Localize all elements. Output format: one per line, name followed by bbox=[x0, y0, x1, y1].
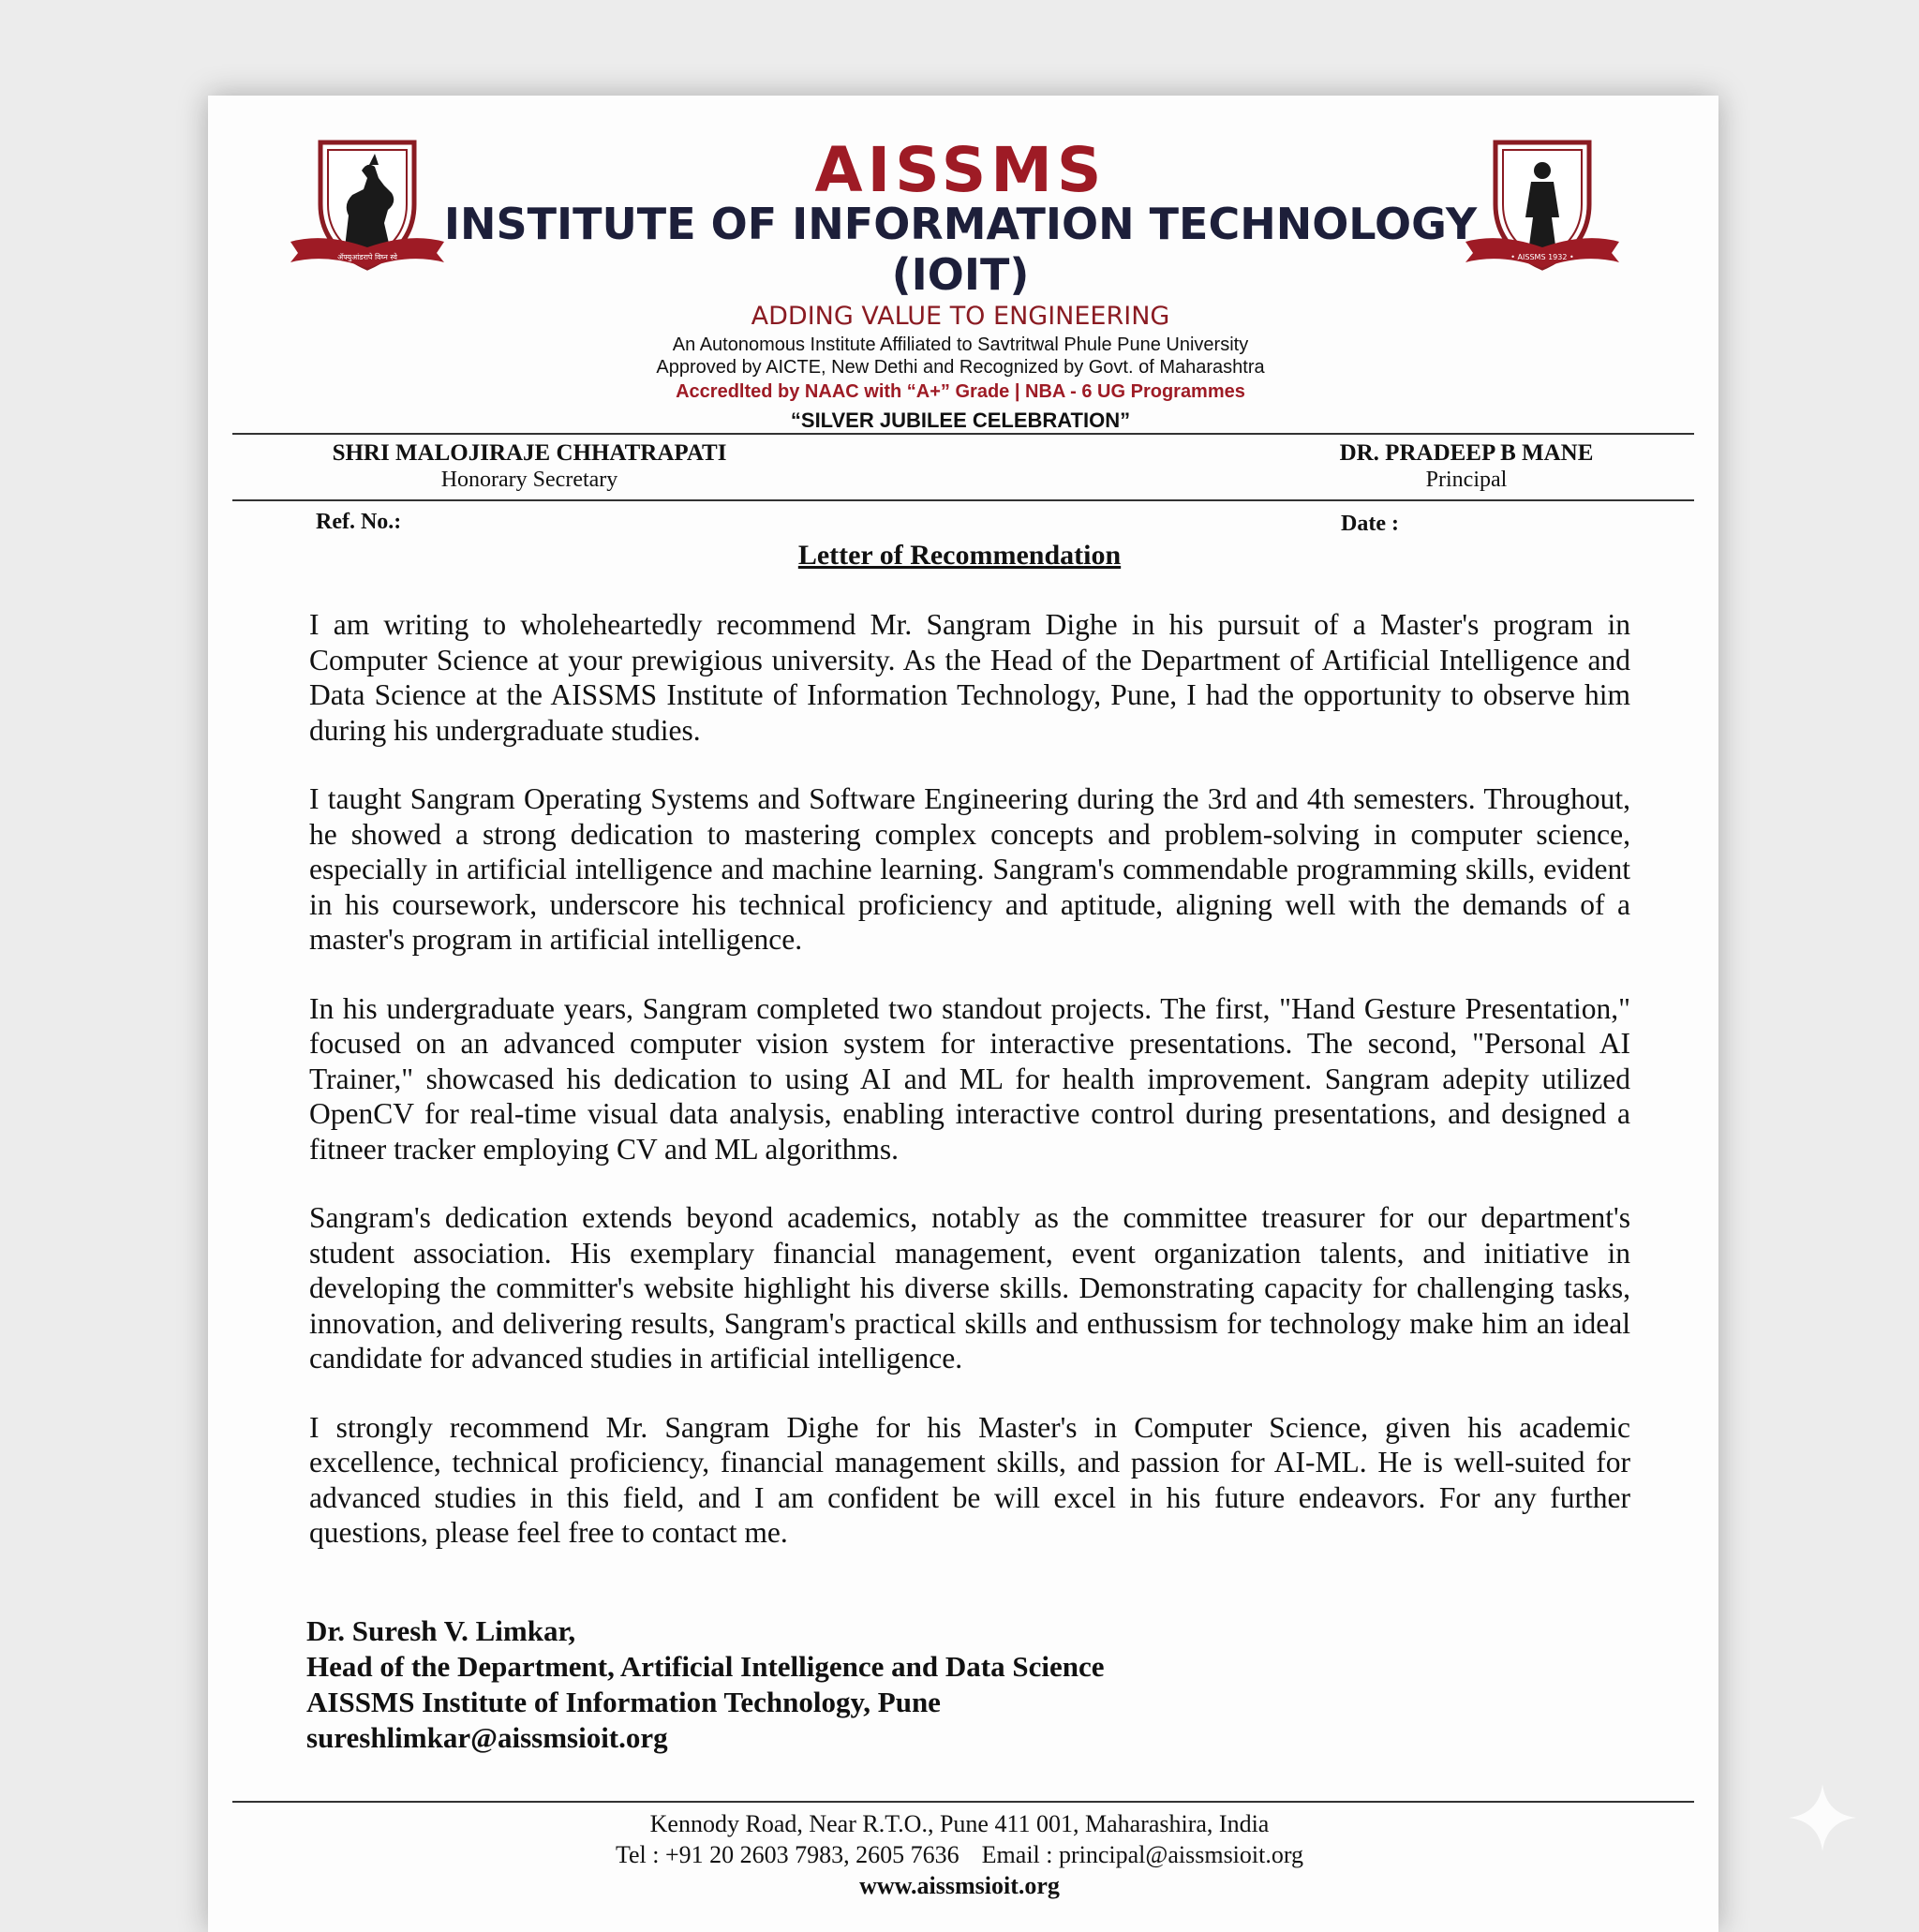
left-emblem-motto: ॲफ्युआंडरापे विघ्न स्वे bbox=[337, 253, 397, 261]
jubilee-line: “SILVER JUBILEE CELEBRATION” bbox=[790, 409, 1131, 432]
letter-title: Letter of Recommendation bbox=[797, 540, 1122, 571]
official-left-role: Honorary Secretary bbox=[440, 468, 618, 492]
paragraph-4: Sangram's dedication extends beyond academics, notably as the committee treasurer for our department's student association. His exemplary financial management, event organization talents, and initiative in developing the committer's website highlight his diverse skills. Demonstrating capacity for challenging tasks, innovation, and delivering results, Sangram's practical skills and enthussism for technology make him an ideal candidate for advanced studies in artificial intelligence. bbox=[309, 1201, 1630, 1375]
paragraph-2: I taught Sangram Operating Systems and Software Engineering during the 3rd and 4th semesters. Throughout, he showed a strong dedication to mastering complex concepts and problem-solving in computer science, especially in artificial intelligence and machine learning. Sangram's commendable programming skills, evident in his coursework, underscore his technical proficiency and aptitude, aligning well with the demands of a master's program in artificial intelligence. bbox=[309, 782, 1630, 956]
approval-line: Approved by AICTE, New Dethi and Recognized by Govt. of Maharashtra bbox=[656, 357, 1265, 378]
affiliation-line: An Autonomous Institute Affiliated to Savtritwal Phule Pune University bbox=[672, 334, 1249, 355]
official-right-role: Principal bbox=[1425, 468, 1508, 492]
official-left bbox=[309, 440, 750, 493]
signatory-email: sureshlimkar@aissmsioit.org bbox=[306, 1721, 668, 1754]
date-label: Date : bbox=[1341, 512, 1399, 536]
sparkle-watermark-icon bbox=[1785, 1780, 1860, 1855]
signature-block bbox=[306, 1613, 1105, 1756]
letterhead-footer bbox=[0, 1808, 1919, 1901]
officials-divider bbox=[232, 499, 1694, 501]
official-left-name: SHRI MALOJIRAJE CHHATRAPATI bbox=[332, 440, 727, 466]
official-right-name: DR. PRADEEP B MANE bbox=[1339, 440, 1594, 466]
right-emblem-motto: • AISSMS 1932 • bbox=[1510, 253, 1574, 261]
signatory-institution: AISSMS Institute of Information Technology, Pune bbox=[306, 1686, 941, 1718]
footer-address: Kennody Road, Near R.T.O., Pune 411 001, Maharashira, India bbox=[649, 1810, 1270, 1837]
header-divider bbox=[232, 433, 1694, 435]
footer-contact bbox=[0, 1839, 1919, 1870]
signatory-title: Head of the Department, Artificial Intelligence and Data Science bbox=[306, 1650, 1105, 1683]
accreditation-line: Accredlted by NAAC with “A+” Grade | NBA - 6 UG Programmes bbox=[676, 381, 1245, 402]
letter-body bbox=[309, 607, 1630, 1584]
institute-abbreviation: (IOIT) bbox=[891, 249, 1030, 300]
paragraph-5: I strongly recommend Mr. Sangram Dighe for his Master's in Computer Science, given his academic excellence, technical proficiency, financial management skills, and passion for AI-ML. He is well-suited for advanced studies in this field, and I am confident be will excel in his future endeavors. For any further questions, please feel free to contact me. bbox=[309, 1410, 1630, 1549]
brand-name: AISSMS bbox=[814, 134, 1107, 206]
footer-divider bbox=[232, 1801, 1694, 1803]
footer-tel: Tel : +91 20 2603 7983, 2605 7636 bbox=[615, 1841, 960, 1868]
institute-tagline: ADDING VALUE TO ENGINEERING bbox=[751, 302, 1170, 331]
institute-name: INSTITUTE OF INFORMATION TECHNOLOGY bbox=[443, 199, 1478, 249]
footer-email: Email : principal@aissmsioit.org bbox=[981, 1841, 1304, 1868]
footer-website: www.aissmsioit.org bbox=[859, 1872, 1060, 1899]
paragraph-3: In his undergraduate years, Sangram completed two standout projects. The first, "Hand Gesture Presentation," focused on an advanced computer vision system for interactive presentations. The second, "Personal AI Trainer," showcased his dedication to using AI and ML for health improvement. Sangram adepity utilized OpenCV for real-time visual data analysis, enabling interactive control during presentations, and designed a fitneer tracker employing CV and ML algorithms. bbox=[309, 991, 1630, 1166]
paragraph-1: I am writing to wholeheartedly recommend Mr. Sangram Dighe in his pursuit of a Master's program in Computer Science at your prewigious university. As the Head of the Department of Artificial Intelligence and Data Science at the AISSMS Institute of Information Technology, Pune, I had the opportunity to observe him during his undergraduate studies. bbox=[309, 608, 1630, 747]
signatory-name: Dr. Suresh V. Limkar, bbox=[306, 1614, 576, 1647]
official-right bbox=[1307, 440, 1626, 493]
ref-no-label: Ref. No.: bbox=[316, 510, 402, 534]
